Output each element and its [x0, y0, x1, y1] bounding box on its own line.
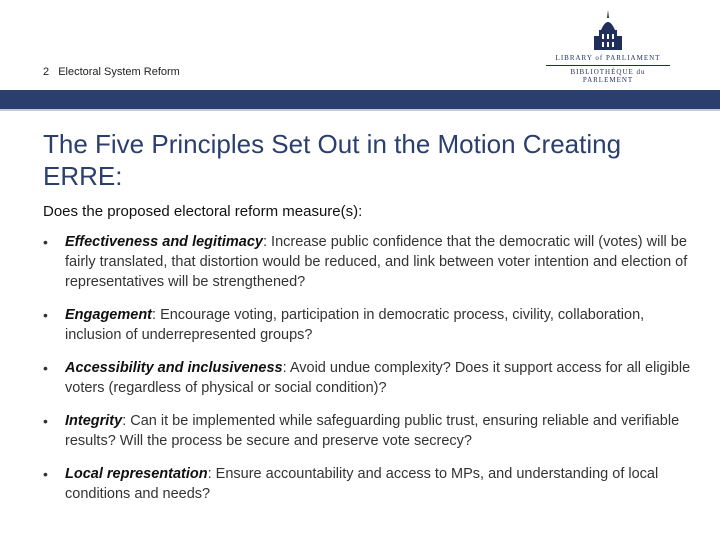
bullet-icon: •: [43, 234, 48, 250]
bullet-icon: •: [43, 413, 48, 429]
intro-text: Does the proposed electoral reform measure(s):: [43, 203, 363, 220]
principle-term: Effectiveness and legitimacy: [65, 234, 263, 250]
principle-text: : Can it be implemented while safeguarding public trust, ensuring reliable and verifiable results? Will the process be secure and preserve vote secrecy?: [65, 413, 680, 449]
principle-term: Local representation: [65, 466, 208, 482]
list-item: [43, 464, 693, 504]
bullet-icon: •: [43, 466, 48, 482]
slide-header: [43, 66, 180, 78]
bullet-icon: •: [43, 360, 48, 376]
header-band: [0, 90, 720, 109]
logo-divider: [546, 65, 670, 66]
logo-text-french: BIBLIOTHÈQUE du PARLEMENT: [570, 68, 646, 84]
principle-term: Integrity: [65, 413, 123, 429]
library-of-parliament-logo: [546, 10, 670, 82]
principle-text: : Avoid undue complexity? Does it support access for all eligible voters (regardless of physical or social condition)?: [65, 360, 691, 396]
principle-term: Engagement: [65, 307, 153, 323]
bullet-icon: •: [43, 307, 48, 323]
principle-text: : Encourage voting, participation in democratic process, civility, collaboration, inclusion of underrepresented groups?: [65, 307, 645, 343]
parliament-building-icon: [592, 10, 624, 50]
principles-list: [43, 232, 693, 504]
list-item: [43, 411, 693, 451]
logo-text-english: LIBRARY of PARLIAMENT: [555, 54, 661, 62]
principle-text: : Increase public confidence that the democratic will (votes) will be fairly translated, that distortion would be reduced, and link between voter intention and election of representatives will be strengthened?: [65, 234, 688, 290]
list-item: [43, 305, 693, 345]
principle-text: : Ensure accountability and access to MPs, and understanding of local conditions and needs?: [65, 466, 659, 502]
slide-section-label: Electoral System Reform: [58, 66, 180, 78]
list-item: [43, 232, 693, 292]
slide-title: The Five Principles Set Out in the Motion Creating ERRE:: [43, 129, 622, 191]
list-item: [43, 358, 693, 398]
slide-number: 2: [43, 66, 50, 78]
principle-term: Accessibility and inclusiveness: [65, 360, 283, 376]
